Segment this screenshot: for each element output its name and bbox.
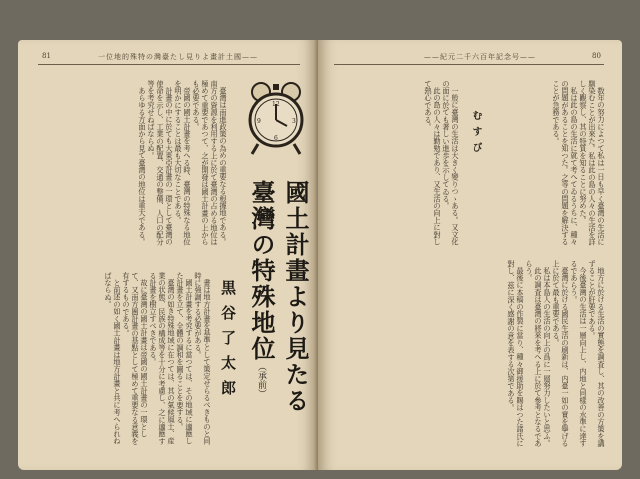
right-page bbox=[318, 40, 622, 470]
left-page-number: 81 bbox=[42, 52, 51, 60]
author-name: 黒谷了太郎 bbox=[219, 280, 237, 405]
alarm-clock-icon bbox=[244, 78, 308, 160]
paragraph: 私は此の島の生活に就て考へてゐるうちに、種々の問題があることを知つた。之等の問題を解決することが急務である。 bbox=[552, 80, 579, 246]
paragraph: 今後臺灣の生活は一層向上し、内地と同樣の水準に達するであらう。 bbox=[570, 260, 588, 448]
header-rule bbox=[334, 64, 604, 65]
svg-text:12: 12 bbox=[272, 101, 280, 108]
paragraph: と前述の如く國土計畫は地方計畫と共に考へられねばならぬ。 bbox=[104, 272, 122, 445]
left-body-upper bbox=[46, 80, 228, 250]
paragraph: 臺灣は南進政策の為めの重要なる根據地である。南方の資源を利用する上に於て臺灣の占める地位は極めて重要であつて、之が開發は國土計畫の上からも必要である。 bbox=[192, 80, 228, 246]
paragraph: 此の調査は臺灣の將來を考へる上に於て參考となるであらう。 bbox=[525, 260, 543, 448]
svg-text:3: 3 bbox=[292, 118, 296, 125]
header-rule bbox=[38, 64, 300, 65]
article-title-line2 bbox=[244, 180, 279, 398]
paragraph: 一般に臺灣の生活は大きく變りつゝある。又文化の面に於ても著しい進歩を示してゐる。 bbox=[442, 80, 460, 246]
right-body-lower bbox=[342, 260, 606, 454]
right-running-head: ——紀元二千六百年記念号—— bbox=[424, 53, 536, 61]
svg-text:9: 9 bbox=[257, 118, 261, 125]
title-text: 臺灣の特殊地位 bbox=[247, 180, 275, 362]
paragraph: 故に臺灣の國土計畫は帝國の國土計畫の一環として、又南方圏計畫の基點として極めて重要なる意義を有するものである。 bbox=[122, 272, 149, 445]
section-heading: むすび bbox=[470, 110, 481, 158]
paragraph: 地方に於ける生活の實態を調査し、其の改善の方策を講ずることが肝要である。 bbox=[588, 260, 606, 448]
paragraph: 畫は地方計畫を基準として策定せらるべきものと同時に強調する必要がある。 bbox=[194, 272, 212, 445]
article-title-line1: 國土計畫より見たる bbox=[281, 180, 309, 414]
paragraph: 臺灣の如き特殊地域に在つては、其の氣候風土、産業の状態、民族の構成等を十分に考慮し、之に適應する計畫を樹立すべきである。 bbox=[149, 272, 176, 445]
paragraph: 帝國の國土計畫を考へる時、臺灣の特殊なる地位を明かにすることは最も大切なことである。 bbox=[174, 80, 192, 246]
paragraph: 私は本島人の生活の向上の爲に一層努力したいと思ふ。 bbox=[543, 267, 552, 448]
continued-note: （承前） bbox=[256, 362, 266, 398]
right-body-upper-b bbox=[488, 80, 606, 248]
paragraph: 臺灣に於ける國民生活の刷新は、内臺一如の實を擧げる上に於て最も重要である。 bbox=[552, 260, 570, 448]
paragraph: 数年の努力によつて私は一日も早く臺灣の生活に馴染むことが出來た。私は此の島の人々の生活を詳しく觀察し、其の特質を知ることに努めた。 bbox=[579, 80, 606, 246]
paragraph: 計畫の中に於ても大東亞計畫の一環として臺灣の使命を示し、工業の配置、交通の整備、人口の配分等を考究せねばならぬ。 bbox=[147, 80, 174, 246]
right-page-number: 80 bbox=[592, 52, 601, 60]
paragraph: 國土計畫を考究するに當つては、その地域に適應した計畫を立て、全體の調和を圖ることを要する。 bbox=[176, 272, 194, 445]
paragraph: あらゆる方面から見て臺灣の地位は重大である。 bbox=[138, 87, 147, 246]
left-body-lower bbox=[46, 272, 212, 450]
open-book bbox=[18, 40, 622, 470]
paragraph: 最後に本稿の作製に當り、種々御援助を賜はつた諸氏に對し、茲に深く感謝の意を表する次第である。 bbox=[507, 260, 525, 448]
svg-text:6: 6 bbox=[274, 135, 278, 142]
paragraph: 此の島の人々は勤勉であり、又生活の向上に對して熱心である。 bbox=[424, 80, 442, 246]
left-page bbox=[18, 40, 316, 470]
left-running-head: 一位地的殊特の灣臺たし見りよ畫計土國—— bbox=[98, 53, 258, 61]
right-body-upper-a bbox=[342, 80, 460, 248]
